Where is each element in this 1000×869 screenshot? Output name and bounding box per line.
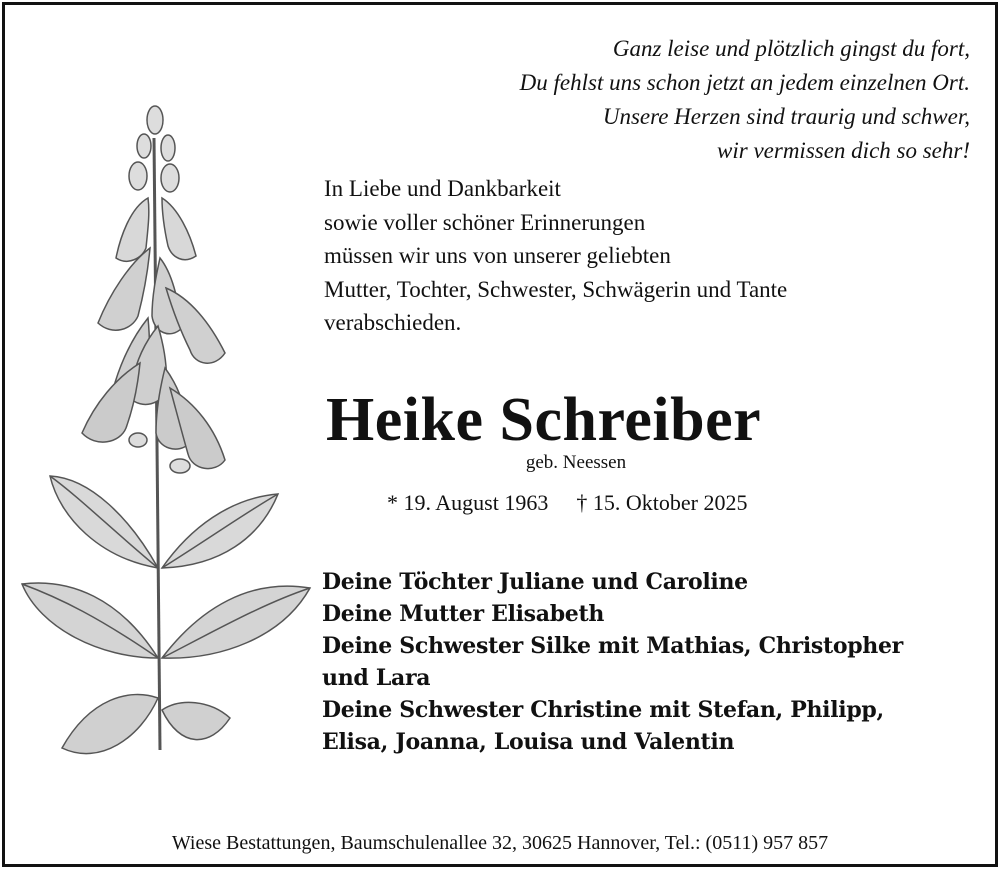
intro-line: verabschieden. — [324, 310, 462, 335]
foxglove-flower-illustration — [20, 98, 320, 778]
intro-text — [324, 172, 787, 340]
deceased-name: Heike Schreiber — [326, 386, 762, 454]
intro-line: In Liebe und Dankbarkeit — [324, 176, 561, 201]
mourner-line: Deine Schwester Silke mit Mathias, Christopher — [322, 633, 903, 659]
poem-line: wir vermissen dich so sehr! — [717, 138, 970, 163]
death-date: † 15. Oktober 2025 — [576, 490, 748, 515]
poem — [520, 32, 970, 168]
maiden-name: geb. Neessen — [525, 452, 627, 473]
intro-line: Mutter, Tochter, Schwester, Schwägerin und Tante — [324, 276, 788, 302]
mourners-list — [322, 566, 903, 758]
mourner-line: Deine Töchter Juliane und Caroline — [322, 569, 748, 595]
mourner-line: Deine Schwester Christine mit Stefan, Philipp, — [322, 697, 884, 723]
intro-line: müssen wir uns von unserer geliebten — [324, 243, 671, 268]
poem-line: Ganz leise und plötzlich gingst du fort, — [612, 36, 970, 61]
mourner-line: Elisa, Joanna, Louisa und Valentin — [322, 729, 735, 755]
life-dates — [387, 490, 747, 516]
mourner-line: und Lara — [322, 665, 431, 691]
mourner-line: Deine Mutter Elisabeth — [322, 601, 605, 627]
intro-line: sowie voller schöner Erinnerungen — [324, 209, 646, 235]
funeral-home-footer: Wiese Bestattungen, Baumschulenallee 32, 30625 Hannover, Tel.: (0511) 957 857 — [171, 832, 829, 854]
poem-line: Du fehlst uns schon jetzt an jedem einzelnen Ort. — [519, 70, 970, 95]
poem-line: Unsere Herzen sind traurig und schwer, — [602, 104, 970, 129]
birth-date: * 19. August 1963 — [387, 490, 549, 515]
